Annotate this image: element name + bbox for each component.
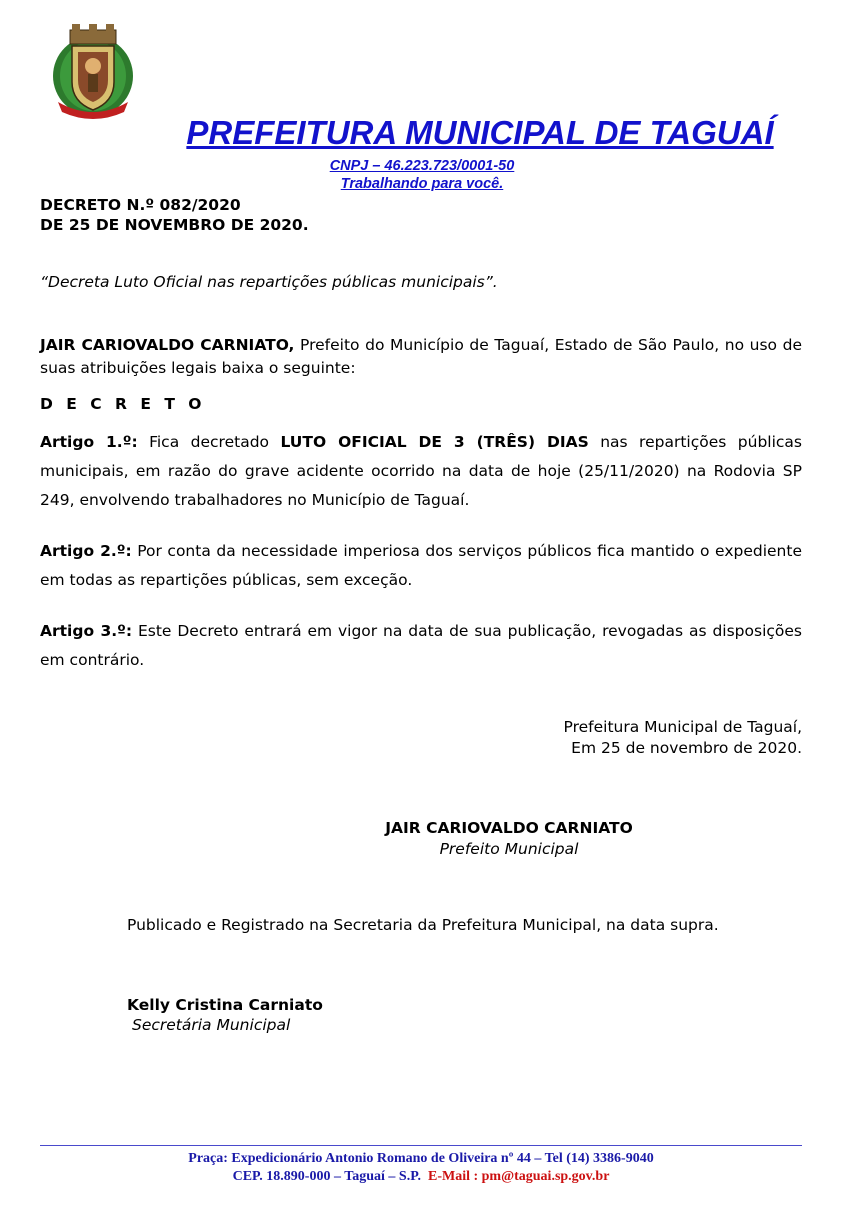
secretary-signature bbox=[127, 995, 323, 1035]
article-1-text-after: nas repartições públicas municipais, em razão do grave acidente ocorrido na data de hoje (25/11/2020) na Rodovia SP 249, envolvendo trabalhadores no Município de Taguaí. bbox=[40, 433, 802, 509]
header-title: PREFEITURA MUNICIPAL DE TAGUAÍ bbox=[186, 114, 774, 151]
publication-note: Publicado e Registrado na Secretaria da Prefeitura Municipal, na data supra. bbox=[127, 916, 719, 934]
decree-number: DECRETO N.º 082/2020 bbox=[40, 196, 241, 214]
footer-contact bbox=[40, 1168, 802, 1186]
article-3-text: Este Decreto entrará em vigor na data de sua publicação, revogadas as disposições em contrário. bbox=[40, 622, 802, 669]
article-1-label: Artigo 1.º: bbox=[40, 433, 138, 451]
decreto-label: D E C R E T O bbox=[40, 395, 206, 413]
mayor-role: Prefeito Municipal bbox=[439, 840, 579, 858]
article-2 bbox=[40, 537, 802, 595]
article-1-emphasis: LUTO OFICIAL DE 3 (TRÊS) DIAS bbox=[280, 433, 589, 451]
decree-subject: “Decreta Luto Oficial nas repartições públicas municipais”. bbox=[40, 273, 498, 291]
article-1 bbox=[40, 428, 802, 515]
article-2-label: Artigo 2.º: bbox=[40, 542, 132, 560]
municipal-coat-of-arms-icon bbox=[50, 22, 136, 120]
preamble bbox=[40, 334, 802, 380]
footer-email: E-Mail : pm@taguai.sp.gov.br bbox=[427, 1169, 610, 1184]
secretary-role: Secretária Municipal bbox=[132, 1016, 291, 1034]
closing-date: Em 25 de novembro de 2020. bbox=[571, 739, 802, 757]
footer-divider bbox=[40, 1145, 802, 1146]
article-3-label: Artigo 3.º: bbox=[40, 622, 133, 640]
decree-date: DE 25 DE NOVEMBRO DE 2020. bbox=[40, 216, 309, 234]
article-2-text: Por conta da necessidade imperiosa dos serviços públicos fica mantido o expediente em todas as repartições públicas, sem exceção. bbox=[40, 542, 802, 589]
decree-heading bbox=[40, 195, 309, 235]
secretary-name: Kelly Cristina Carniato bbox=[127, 996, 323, 1014]
header-cnpj: CNPJ – 46.223.723/0001-50 bbox=[329, 158, 515, 174]
closing-place: Prefeitura Municipal de Taguaí, bbox=[563, 718, 802, 736]
article-3 bbox=[40, 617, 802, 675]
footer-address: Praça: Expedicionário Antonio Romano de Oliveira nº 44 – Tel (14) 3386-9040 bbox=[188, 1151, 654, 1166]
closing-place-date bbox=[564, 717, 802, 759]
mayor-name: JAIR CARIOVALDO CARNIATO bbox=[385, 819, 633, 837]
preamble-text: Prefeito do Município de Taguaí, Estado de São Paulo, no uso de suas atribuições legais baixa o seguinte: bbox=[40, 336, 802, 377]
header-motto: Trabalhando para você. bbox=[340, 176, 504, 192]
mayor-signature bbox=[360, 818, 658, 860]
article-1-text-before: Fica decretado bbox=[137, 433, 281, 451]
footer-cep: CEP. 18.890-000 – Taguaí – S.P. bbox=[232, 1169, 421, 1184]
preamble-name: JAIR CARIOVALDO CARNIATO, bbox=[40, 336, 295, 354]
